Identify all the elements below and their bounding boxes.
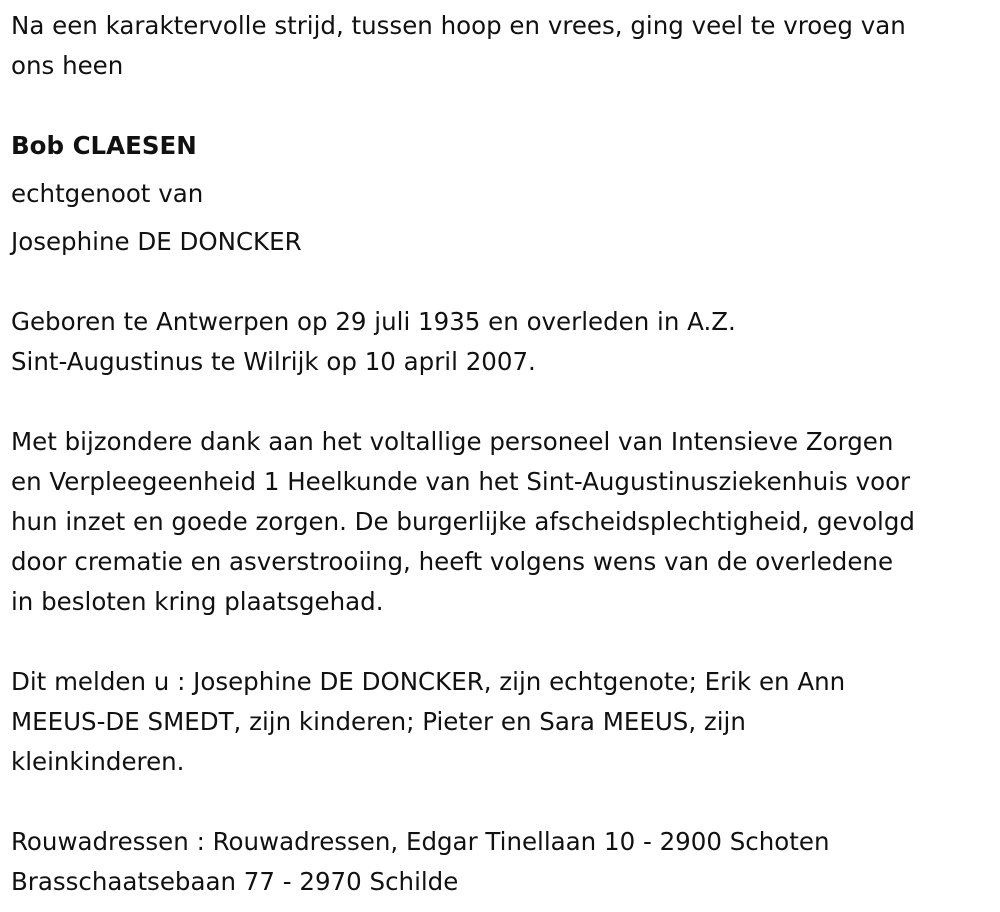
deceased-name: Bob CLAESEN xyxy=(11,131,197,160)
dates-paragraph xyxy=(11,302,736,382)
intro-line-1: Na een karaktervolle strijd, tussen hoop en vrees, ging veel te vroeg van xyxy=(11,11,906,40)
thanks-paragraph xyxy=(11,422,915,622)
intro-line-2: ons heen xyxy=(11,51,124,80)
thanks-line-1: Met bijzondere dank aan het voltallige personeel van Intensieve Zorgen xyxy=(11,427,894,456)
dates-line-1: Geboren te Antwerpen op 29 juli 1935 en overleden in A.Z. xyxy=(11,307,736,336)
thanks-line-3: hun inzet en goede zorgen. De burgerlijke afscheidsplechtigheid, gevolgd xyxy=(11,507,915,536)
address-line-1: Rouwadressen : Rouwadressen, Edgar Tinellaan 10 - 2900 Schoten xyxy=(11,827,830,856)
thanks-line-2: en Verpleegeenheid 1 Heelkunde van het Sint-Augustinusziekenhuis voor xyxy=(11,467,911,496)
addresses-paragraph xyxy=(11,822,829,902)
deceased-block xyxy=(11,126,302,270)
announcement-line-2: MEEUS-DE SMEDT, zijn kinderen; Pieter en Sara MEEUS, zijn xyxy=(11,707,746,736)
address-line-2: Brasschaatsebaan 77 - 2970 Schilde xyxy=(11,867,459,896)
relation-text: echtgenoot van xyxy=(11,179,204,208)
announcement-line-3: kleinkinderen. xyxy=(11,747,185,776)
dates-line-2: Sint-Augustinus te Wilrijk op 10 april 2007. xyxy=(11,347,536,376)
announcement-paragraph xyxy=(11,662,845,782)
thanks-line-4: door crematie en asverstrooiing, heeft volgens wens van de overledene xyxy=(11,547,894,576)
intro-paragraph xyxy=(11,6,906,86)
thanks-line-5: in besloten kring plaatsgehad. xyxy=(11,587,384,616)
announcement-line-1: Dit melden u : Josephine DE DONCKER, zijn echtgenote; Erik en Ann xyxy=(11,667,846,696)
spouse-name: Josephine DE DONCKER xyxy=(11,227,302,256)
